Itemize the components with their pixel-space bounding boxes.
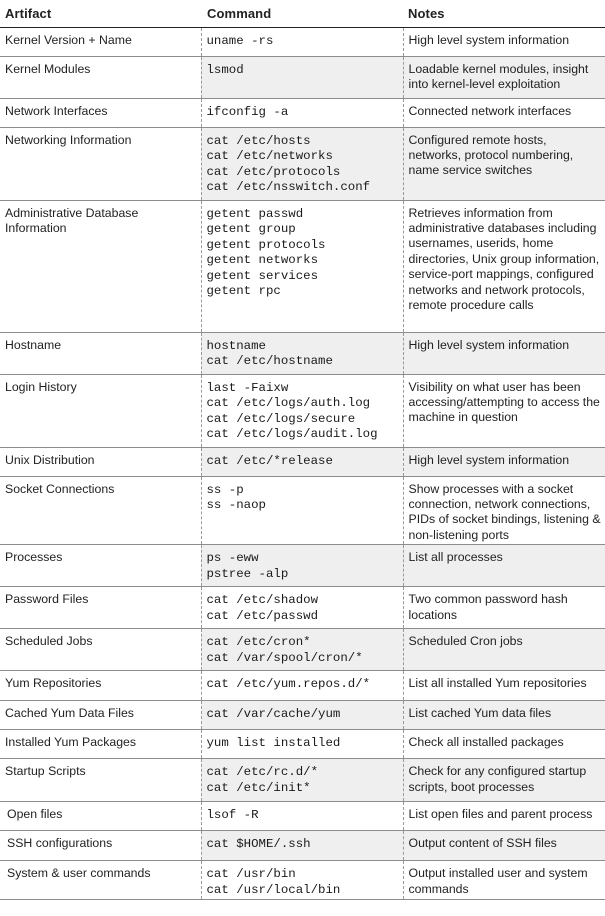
command-line: getent networks — [206, 253, 319, 267]
command-cell — [201, 730, 403, 759]
command-line: lsof -R — [206, 808, 259, 823]
command-line: getent group — [206, 222, 296, 236]
command-cell — [201, 98, 403, 127]
artifact-cell: Kernel Version + Name — [0, 27, 201, 56]
notes-cell: List all installed Yum repositories — [403, 671, 605, 701]
command-cell — [201, 447, 403, 476]
command-line: last -Faixw — [206, 380, 289, 395]
command-cell — [201, 831, 403, 861]
command-cell — [201, 56, 403, 98]
command-cell — [201, 127, 403, 200]
notes-cell: List open files and parent process — [403, 802, 605, 831]
artifact-cell: Startup Scripts — [0, 759, 201, 802]
artifact-cell: Cached Yum Data Files — [0, 701, 201, 730]
notes-cell: Two common password hash locations — [403, 587, 605, 629]
artifact-cell: Password Files — [0, 587, 201, 629]
artifact-cell: Processes — [0, 545, 201, 587]
command-cell — [201, 545, 403, 587]
artifact-cell: Login History — [0, 374, 201, 447]
command-line: ss -p — [206, 482, 244, 497]
notes-cell: Show processes with a socket connection, network connections, PIDs of socket bindings, listening & non-listening ports — [403, 476, 605, 545]
artifact-cell: Open files — [0, 802, 201, 831]
command-line: ps -eww — [206, 551, 259, 566]
table-row — [0, 802, 605, 831]
artifact-cell: Kernel Modules — [0, 56, 201, 98]
artifact-cell: SSH configurations — [0, 831, 201, 861]
command-line: cat /etc/yum.repos.d/* — [206, 677, 371, 692]
command-line: cat /etc/cron* — [206, 635, 311, 650]
notes-cell: Retrieves information from administrative databases including usernames, userids, home directories, Unix group information, service-port mappings, configured networks and network protocols, remote procedure calls — [403, 200, 605, 332]
table-row — [0, 127, 605, 200]
command-line: cat /etc/hosts — [206, 133, 311, 148]
command-line: cat /etc/rc.d/* — [206, 765, 319, 780]
command-line: getent services — [206, 268, 319, 283]
command-line: cat /etc/*release — [206, 453, 333, 468]
command-line: cat /etc/logs/audit.log — [206, 427, 378, 441]
column-header-artifact: Artifact — [0, 0, 201, 27]
table-row — [0, 671, 605, 701]
notes-cell: Output installed user and system commands — [403, 861, 605, 900]
command-line: cat /etc/protocols — [206, 164, 341, 179]
artifact-cell: Socket Connections — [0, 476, 201, 545]
command-line: cat /etc/hostname — [206, 354, 333, 368]
command-cell — [201, 861, 403, 900]
command-cell — [201, 476, 403, 545]
command-cell — [201, 200, 403, 332]
table-row — [0, 759, 605, 802]
command-line: getent rpc — [206, 284, 281, 298]
command-line: yum list installed — [206, 736, 341, 751]
command-line: pstree -alp — [206, 566, 289, 581]
table-row — [0, 730, 605, 759]
table-row — [0, 545, 605, 587]
command-line: cat /usr/bin — [206, 867, 296, 882]
command-line: cat /usr/local/bin — [206, 882, 341, 897]
command-line: cat /etc/passwd — [206, 608, 319, 623]
table-row — [0, 56, 605, 98]
command-cell — [201, 701, 403, 730]
command-cell — [201, 759, 403, 802]
table-row — [0, 476, 605, 545]
notes-cell: Configured remote hosts, networks, protocol numbering, name service switches — [403, 127, 605, 200]
command-line: cat /etc/logs/secure — [206, 411, 356, 426]
table-row — [0, 374, 605, 447]
command-line: hostname — [206, 338, 266, 353]
command-cell — [201, 587, 403, 629]
column-header-command: Command — [201, 0, 403, 27]
command-line: ifconfig -a — [206, 104, 289, 119]
column-header-notes: Notes — [403, 0, 605, 27]
notes-cell: List all processes — [403, 545, 605, 587]
command-line: cat $HOME/.ssh — [206, 837, 311, 852]
command-line: uname -rs — [206, 33, 274, 48]
artifact-cell: Networking Information — [0, 127, 201, 200]
notes-cell: List cached Yum data files — [403, 701, 605, 730]
command-line: cat /etc/shadow — [206, 593, 319, 608]
table-row — [0, 200, 605, 332]
notes-cell: Scheduled Cron jobs — [403, 629, 605, 671]
table-header — [0, 0, 605, 27]
command-cell — [201, 802, 403, 831]
command-line: getent protocols — [206, 237, 326, 252]
notes-cell: High level system information — [403, 447, 605, 476]
command-cell — [201, 671, 403, 701]
command-line: cat /etc/logs/auth.log — [206, 396, 371, 410]
notes-cell: Output content of SSH files — [403, 831, 605, 861]
command-cell — [201, 27, 403, 56]
command-cell — [201, 374, 403, 447]
notes-cell: Visibility on what user has been accessing/attempting to access the machine in question — [403, 374, 605, 447]
command-line: cat /var/spool/cron/* — [206, 650, 363, 665]
header-row — [0, 0, 605, 27]
artifact-cell: Unix Distribution — [0, 447, 201, 476]
artifact-cell: Installed Yum Packages — [0, 730, 201, 759]
command-line: cat /etc/networks — [206, 149, 333, 163]
artifact-cell: Scheduled Jobs — [0, 629, 201, 671]
table-row — [0, 447, 605, 476]
table-row — [0, 629, 605, 671]
command-cell — [201, 332, 403, 374]
artifact-cell: Network Interfaces — [0, 98, 201, 127]
artifact-cell: System & user commands — [0, 861, 201, 900]
table-row — [0, 861, 605, 900]
artifact-cell: Administrative Database Information — [0, 200, 201, 332]
command-line: lsmod — [206, 62, 244, 77]
artifact-cell: Hostname — [0, 332, 201, 374]
command-line: cat /etc/init* — [206, 780, 311, 795]
command-line: getent passwd — [206, 206, 304, 221]
notes-cell: Connected network interfaces — [403, 98, 605, 127]
table-row — [0, 701, 605, 730]
command-line: ss -naop — [206, 498, 266, 512]
notes-cell: Check all installed packages — [403, 730, 605, 759]
command-line: cat /var/cache/yum — [206, 707, 341, 722]
table-row — [0, 332, 605, 374]
command-line: cat /etc/nsswitch.conf — [206, 180, 371, 194]
table-row — [0, 98, 605, 127]
table-body — [0, 27, 605, 900]
notes-cell: High level system information — [403, 332, 605, 374]
table-row — [0, 587, 605, 629]
notes-cell: High level system information — [403, 27, 605, 56]
notes-cell: Loadable kernel modules, insight into kernel-level exploitation — [403, 56, 605, 98]
artifact-cell: Yum Repositories — [0, 671, 201, 701]
table-row — [0, 27, 605, 56]
table-row — [0, 831, 605, 861]
notes-cell: Check for any configured startup scripts, boot processes — [403, 759, 605, 802]
command-cell — [201, 629, 403, 671]
